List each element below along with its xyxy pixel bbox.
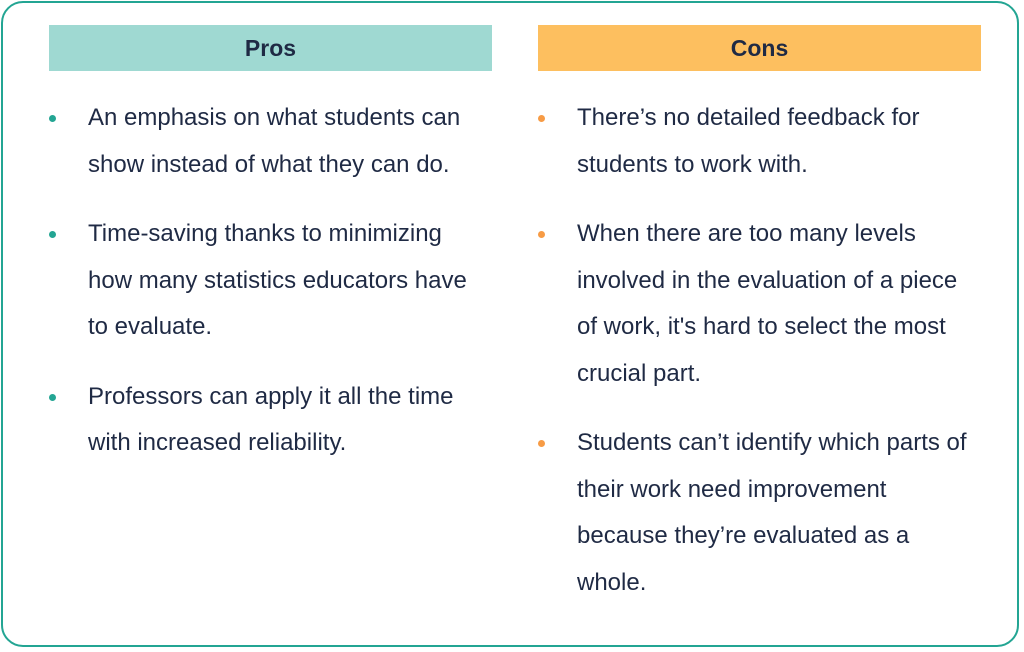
pros-item (49, 95, 492, 188)
cons-header: Cons (538, 25, 981, 71)
cons-item-text: Students can’t identify which parts of their work need improvement because they’re evaluated as a whole. (577, 429, 967, 596)
bullet-icon (49, 394, 56, 401)
pros-header: Pros (49, 25, 492, 71)
pros-list (49, 95, 492, 467)
bullet-icon (538, 231, 545, 238)
pros-item-text: Professors can apply it all the time with increased reliability. (88, 382, 454, 456)
pros-item-text: Time-saving thanks to minimizing how many statistics educators have to evaluate. (88, 220, 467, 340)
pros-item (49, 374, 492, 467)
bullet-icon (538, 115, 545, 122)
pros-item-text: An emphasis on what students can show instead of what they can do. (88, 104, 461, 178)
cons-item-text: There’s no detailed feedback for students to work with. (577, 104, 920, 178)
pros-column (49, 25, 492, 490)
pros-item (49, 211, 492, 351)
cons-item (538, 211, 981, 397)
cons-column (538, 25, 981, 629)
cons-item (538, 420, 981, 606)
cons-item (538, 95, 981, 188)
bullet-icon (49, 231, 56, 238)
bullet-icon (538, 440, 545, 447)
cons-list (538, 95, 981, 606)
bullet-icon (49, 115, 56, 122)
cons-item-text: When there are too many levels involved in the evaluation of a piece of work, it's hard to select the most crucial part. (577, 220, 958, 387)
pros-cons-card (1, 1, 1019, 647)
